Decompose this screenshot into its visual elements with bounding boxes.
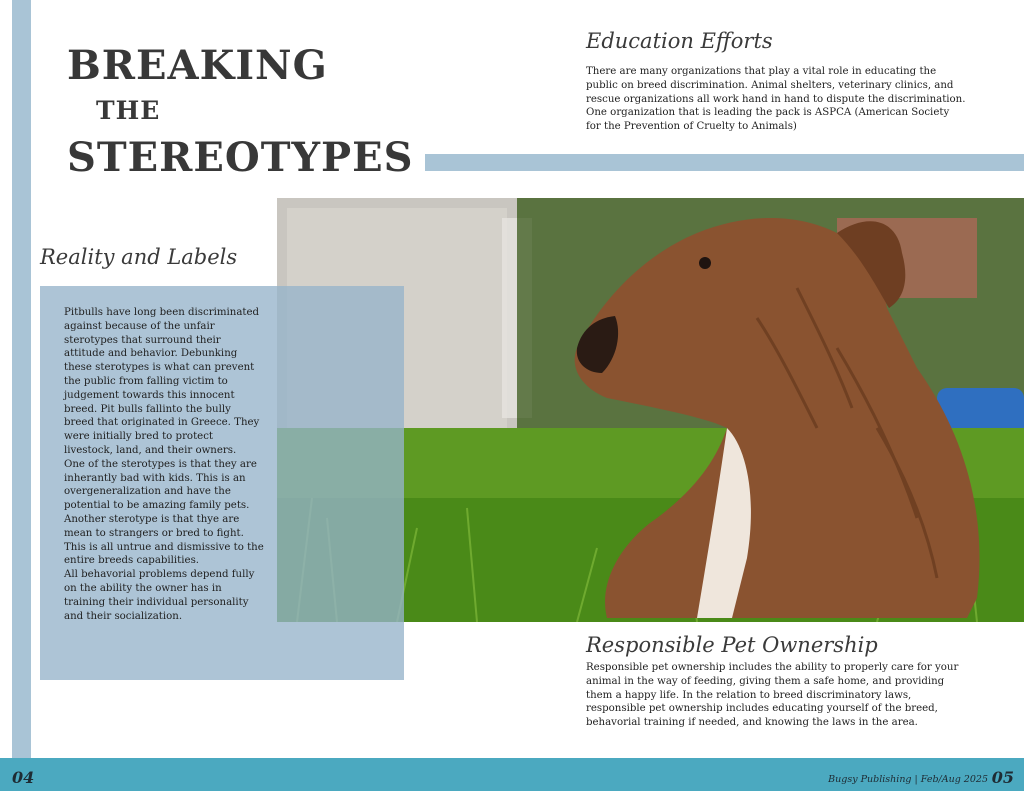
title-line-breaking: BREAKING — [67, 42, 328, 89]
education-heading: Education Efforts — [586, 29, 773, 53]
reality-paragraph-3: All behavorial problems depend fully on the ability the owner has in training their individual personality and their socialization. — [64, 569, 255, 622]
responsible-body: Responsible pet ownership includes the ability to properly care for your animal in the way of feeding, giving them a safe home, and providing them a happy life. In the relation to breed discriminatory laws, responsible pet ownership includes educating yourself of the breed, behavorial training if needed, and knowing the laws in the area. — [586, 662, 959, 729]
page-number-right: 05 — [991, 768, 1014, 787]
title-line-stereotypes: STEREOTYPES — [67, 134, 414, 181]
reality-body — [64, 306, 264, 623]
reality-paragraph-2: One of the sterotypes is that they are inherantly bad with kids. This is an overgeneralization and have the potential to be amazing family pets. Another sterotype is that thye are mean to strangers or bred to fight. This is all untrue and dismissive to the entire breeds capabilities. — [64, 458, 264, 567]
education-body: There are many organizations that play a vital role in educating the public on breed discrimination. Animal shelters, veterinary clinics, and rescue organizations all work hand in hand to dispute the discrimination. One organization that is leading the pack is ASPCA (American Society for the Prevention of Cruelty to Animals) — [586, 66, 966, 133]
left-accent-stripe — [12, 0, 31, 758]
responsible-heading: Responsible Pet Ownership — [586, 633, 878, 657]
reality-paragraph-1: Pitbulls have long been discriminated against because of the unfair sterotypes that surround their attitude and behavior. Debunking these sterotypes is what can prevent the public from falling victim to judgement towards this innocent breed. Pit bulls fallinto the bully breed that originated in Greece. They were initially bred to protect livestock, land, and their owners. — [64, 307, 260, 456]
page-number-left: 04 — [12, 768, 35, 787]
header-accent-bar — [425, 154, 1024, 171]
reality-heading: Reality and Labels — [40, 245, 238, 269]
publisher-credit: Bugsy Publishing | Feb/Aug 2025 — [828, 774, 988, 785]
title-line-the: THE — [96, 96, 161, 125]
